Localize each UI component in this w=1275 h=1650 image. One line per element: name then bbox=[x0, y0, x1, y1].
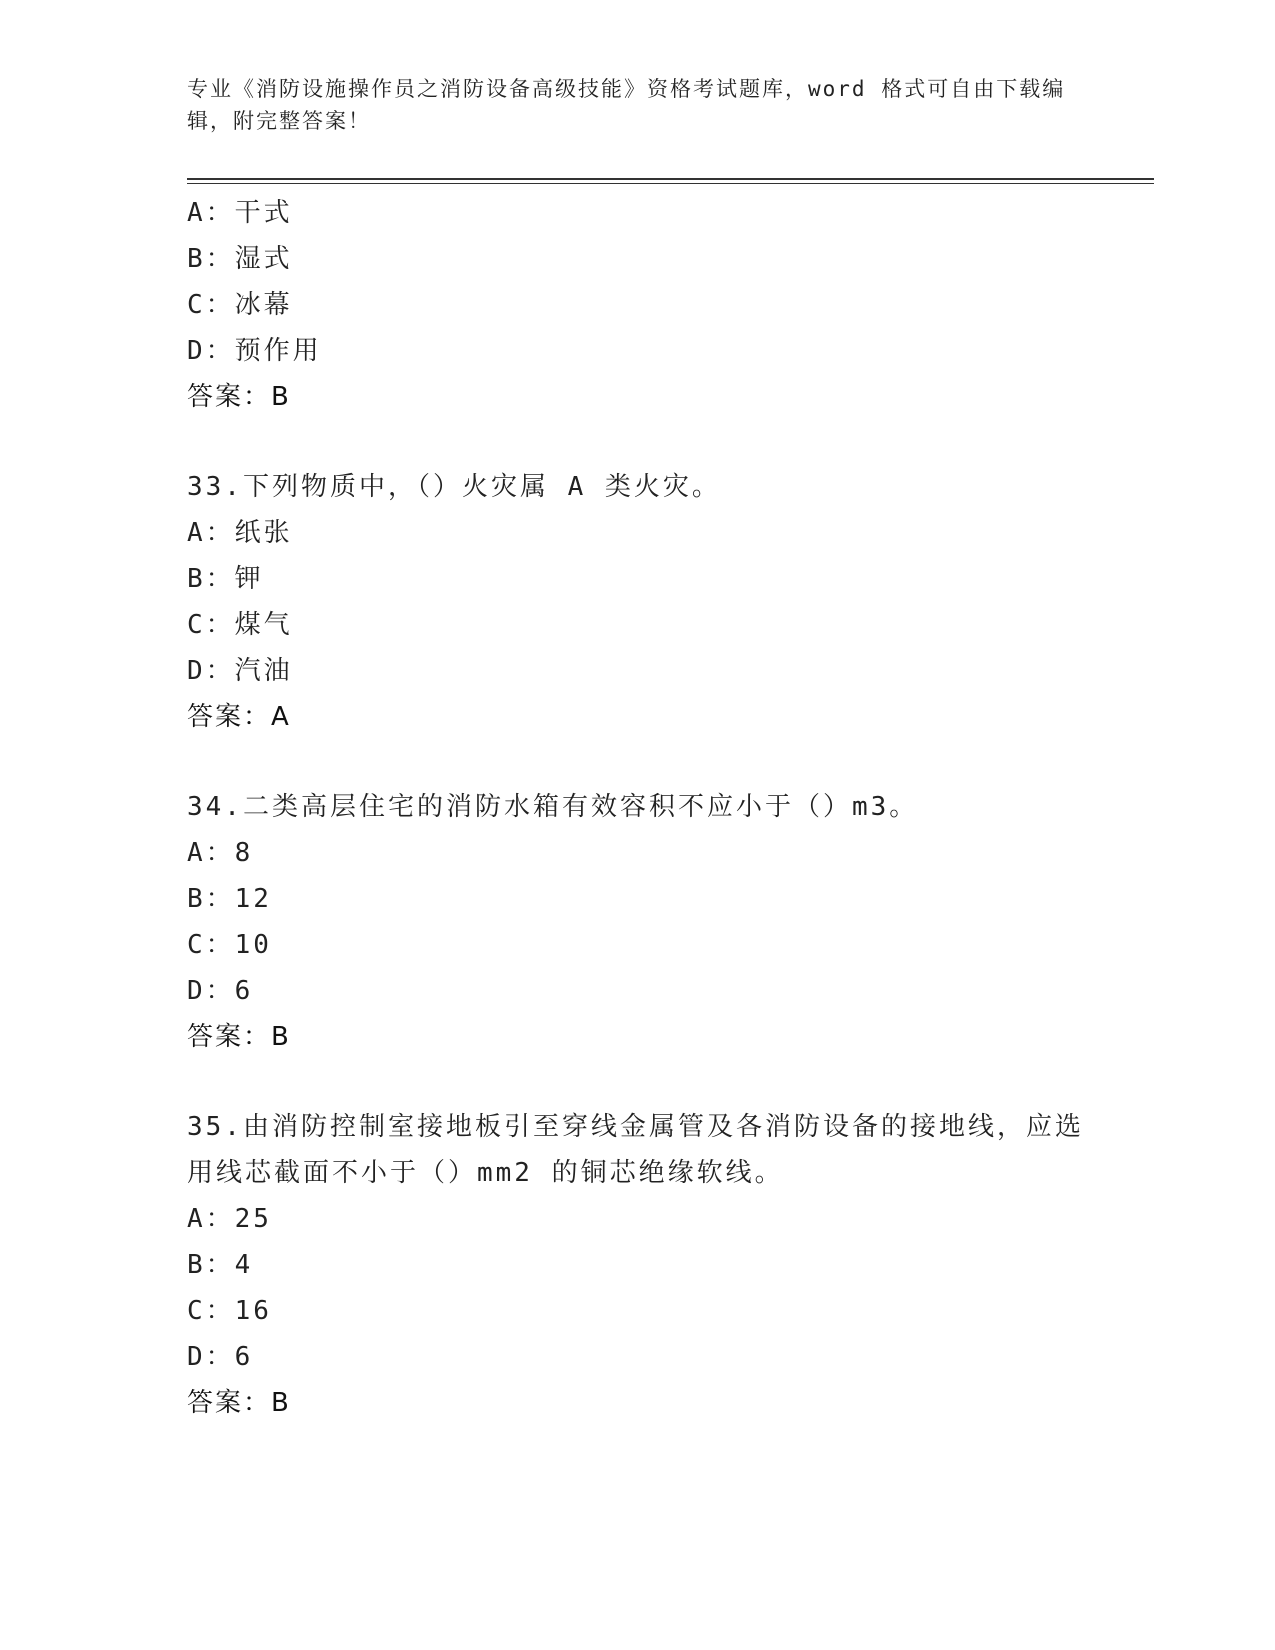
prev-question-block bbox=[187, 190, 1087, 420]
option-text: 12 bbox=[234, 884, 272, 914]
question-block bbox=[187, 464, 1087, 740]
answer-line: 答案：B bbox=[187, 1022, 291, 1052]
option-text: 汽油 bbox=[234, 656, 293, 686]
option-label: C： bbox=[187, 1296, 235, 1326]
question-block bbox=[187, 784, 1087, 1060]
option-c bbox=[187, 282, 1087, 328]
option-text: 4 bbox=[234, 1250, 254, 1280]
question-text: 33.下列物质中，（）火灾属 A 类火灾。 bbox=[187, 472, 721, 502]
option-text: 湿式 bbox=[234, 244, 293, 274]
option-text: 预作用 bbox=[234, 336, 322, 366]
option-c bbox=[187, 602, 1087, 648]
option-d bbox=[187, 968, 1087, 1014]
answer-line: 答案：A bbox=[187, 702, 291, 732]
question-block bbox=[187, 1104, 1087, 1426]
option-c bbox=[187, 1288, 1087, 1334]
option-text: 10 bbox=[234, 930, 272, 960]
option-text: 6 bbox=[234, 1342, 254, 1372]
option-label: B： bbox=[187, 1250, 235, 1280]
page-header: 专业《消防设施操作员之消防设备高级技能》资格考试题库，word 格式可自由下载编辑，附完整答案！ bbox=[187, 77, 1066, 133]
option-label: C： bbox=[187, 930, 235, 960]
option-c bbox=[187, 922, 1087, 968]
option-label: C： bbox=[187, 610, 235, 640]
question-text: 35.由消防控制室接地板引至穿线金属管及各消防设备的接地线，应选用线芯截面不小于（）mm2 的铜芯绝缘软线。 bbox=[187, 1112, 1084, 1188]
option-label: B： bbox=[187, 884, 235, 914]
header-divider-thin bbox=[187, 183, 1154, 184]
option-text: 6 bbox=[234, 976, 254, 1006]
option-label: A： bbox=[187, 518, 235, 548]
option-label: B： bbox=[187, 244, 235, 274]
option-b bbox=[187, 1242, 1087, 1288]
option-text: 冰幕 bbox=[234, 290, 293, 320]
option-label: D： bbox=[187, 336, 235, 366]
option-b bbox=[187, 236, 1087, 282]
option-text: 16 bbox=[234, 1296, 272, 1326]
option-label: B： bbox=[187, 564, 235, 594]
question-list bbox=[187, 190, 1087, 1426]
option-text: 纸张 bbox=[234, 518, 293, 548]
option-a bbox=[187, 830, 1087, 876]
option-label: A： bbox=[187, 838, 235, 868]
option-b bbox=[187, 556, 1087, 602]
answer-line: 答案：B bbox=[187, 382, 291, 412]
option-a bbox=[187, 1196, 1087, 1242]
option-label: D： bbox=[187, 1342, 235, 1372]
option-a bbox=[187, 190, 1087, 236]
option-b bbox=[187, 876, 1087, 922]
header-divider-thick bbox=[187, 178, 1154, 180]
option-text: 钾 bbox=[234, 564, 264, 594]
option-d bbox=[187, 648, 1087, 694]
option-text: 干式 bbox=[234, 198, 293, 228]
option-label: D： bbox=[187, 656, 235, 686]
option-d bbox=[187, 1334, 1087, 1380]
option-label: C： bbox=[187, 290, 235, 320]
option-label: D： bbox=[187, 976, 235, 1006]
option-text: 25 bbox=[234, 1204, 272, 1234]
option-d bbox=[187, 328, 1087, 374]
option-text: 煤气 bbox=[234, 610, 293, 640]
answer-line: 答案：B bbox=[187, 1388, 291, 1418]
option-text: 8 bbox=[234, 838, 254, 868]
option-label: A： bbox=[187, 198, 235, 228]
option-a bbox=[187, 510, 1087, 556]
question-text: 34.二类高层住宅的消防水箱有效容积不应小于（）m3。 bbox=[187, 792, 919, 822]
option-label: A： bbox=[187, 1204, 235, 1234]
